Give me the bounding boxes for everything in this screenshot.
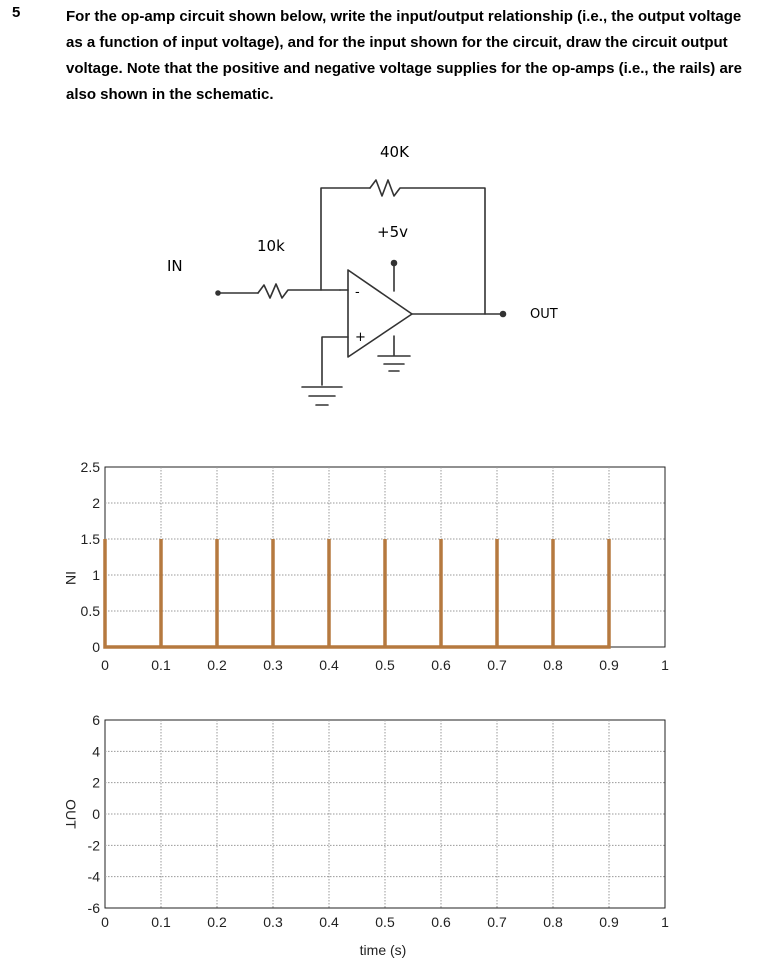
ground-symbol-left — [302, 387, 342, 405]
x-tick-label: 0.6 — [431, 914, 451, 930]
x-tick-label: 0.4 — [319, 914, 339, 930]
feedback-left-wire — [321, 188, 370, 290]
x-tick-label: 1 — [661, 914, 669, 930]
x-tick-label: 0.7 — [487, 657, 507, 673]
feedback-resistor-zigzag — [370, 180, 485, 314]
x-tick-label: 0.8 — [543, 657, 563, 673]
input-resistor-label: 10k — [257, 237, 285, 255]
y-tick-label: -4 — [87, 868, 100, 885]
feedback-resistor-label: 40K — [380, 143, 409, 161]
x-tick-label: 0.1 — [151, 914, 171, 930]
y-tick-label: 2 — [92, 774, 100, 791]
input-terminal — [216, 291, 220, 295]
output-label: OUT — [530, 307, 558, 322]
positive-supply-terminal — [392, 261, 397, 266]
x-tick-label: 0.8 — [543, 914, 563, 930]
x-tick-label: 0.2 — [207, 657, 227, 673]
y-tick-label: -6 — [87, 900, 100, 916]
x-tick-label: 0.5 — [375, 914, 395, 930]
y-tick-label: 1 — [92, 567, 100, 583]
output-terminal — [501, 312, 506, 317]
x-tick-label: 0.1 — [151, 657, 171, 673]
input-resistor-zigzag — [258, 284, 340, 298]
output-chart — [63, 712, 669, 958]
x-tick-label: 0.3 — [263, 914, 283, 930]
input-chart-ylabel: IN — [63, 571, 79, 585]
x-tick-label: 0.3 — [263, 657, 283, 673]
y-tick-label: 0.5 — [80, 603, 100, 619]
input-chart-ticks — [81, 459, 670, 673]
x-tick-label: 0.9 — [599, 914, 619, 930]
y-tick-label: 6 — [92, 712, 100, 728]
y-tick-label: 2.5 — [80, 459, 100, 475]
output-chart-xlabel: time (s) — [359, 942, 407, 958]
output-chart-grid — [105, 720, 665, 908]
minus-sign: - — [355, 285, 360, 300]
x-tick-label: 0 — [101, 914, 109, 930]
y-tick-label: -2 — [87, 837, 100, 854]
x-tick-label: 0.6 — [431, 657, 451, 673]
input-signal-line — [105, 539, 609, 647]
supply-label: +5v — [377, 223, 408, 241]
output-chart-ylabel: OUT — [63, 799, 79, 829]
y-tick-label: 0 — [92, 639, 100, 655]
y-tick-label: 0 — [92, 806, 100, 822]
ground-symbol-right — [378, 356, 410, 371]
output-chart-ticks — [88, 712, 670, 930]
noninverting-lead — [322, 337, 348, 385]
question-number: 5 — [12, 4, 21, 21]
x-tick-label: 0.2 — [207, 914, 227, 930]
y-tick-label: 1.5 — [80, 531, 100, 547]
input-label: IN — [167, 257, 183, 275]
input-chart-series — [105, 539, 609, 647]
opamp-schematic — [216, 180, 506, 405]
y-tick-label: 4 — [92, 743, 100, 760]
x-tick-label: 1 — [661, 657, 669, 673]
x-tick-label: 0.7 — [487, 914, 507, 930]
plus-sign: + — [355, 330, 366, 345]
y-tick-label: 2 — [92, 495, 100, 511]
input-chart — [63, 459, 669, 673]
x-tick-label: 0.9 — [599, 657, 619, 673]
question-text: For the op-amp circuit shown below, write the input/output relationship (i.e., the output voltage as a function of input voltage), and for the input shown for the circuit, draw the circuit output voltage. Note that the positive and negative voltage supplies for the op-amps (i.e., the rails) are also shown in the schematic. — [66, 8, 742, 103]
x-tick-label: 0.4 — [319, 657, 339, 673]
x-tick-label: 0 — [101, 657, 109, 673]
x-tick-label: 0.5 — [375, 657, 395, 673]
